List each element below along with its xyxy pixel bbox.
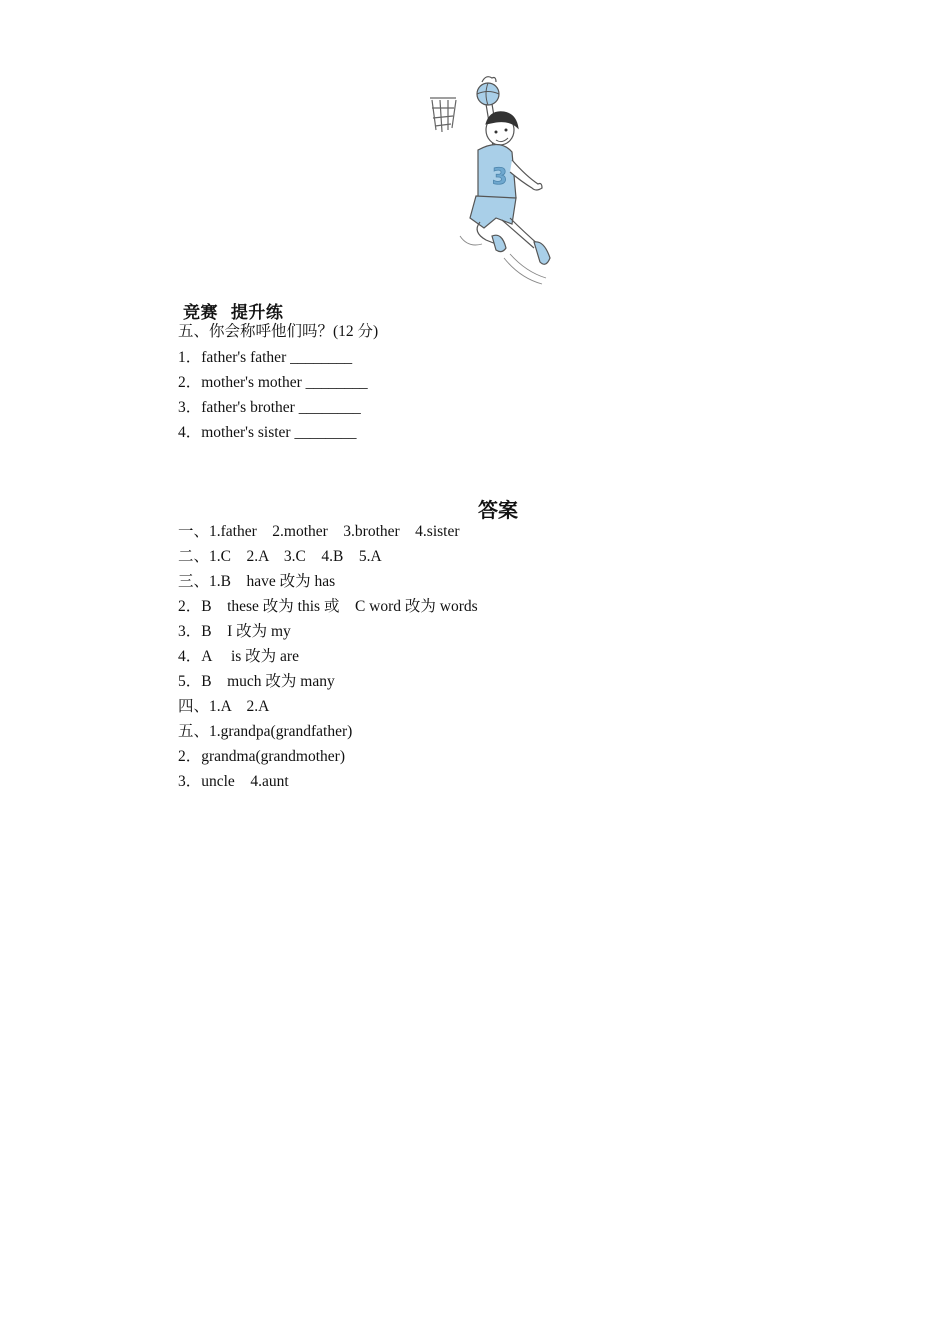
answer-line-6: 4．A is 改为 are (178, 648, 299, 665)
answer-line-5: 3．B I 改为 my (178, 623, 291, 640)
basketball-player-illustration (430, 72, 552, 288)
question-item-3: 3．father's brother ________ (178, 399, 361, 416)
answer-line-1: 一、1.father 2.mother 3.brother 4.sister (178, 523, 460, 540)
question-item-1: 1．father's father ________ (178, 349, 353, 366)
section-heading: 竞赛 提升练 (183, 303, 284, 323)
answer-line-9: 五、1.grandpa(grandfather) (178, 723, 353, 740)
answer-line-11: 3．uncle 4.aunt (178, 773, 289, 790)
answer-line-8: 四、1.A 2.A (178, 698, 270, 715)
answer-line-2: 二、1.C 2.A 3.C 4.B 5.A (178, 548, 382, 565)
answer-line-10: 2．grandma(grandmother) (178, 748, 345, 765)
answers-title: 答案 (478, 498, 518, 522)
player-head (486, 112, 518, 145)
basketball-hoop-icon (430, 98, 456, 132)
answer-line-7: 5．B much 改为 many (178, 673, 335, 690)
question-item-4: 4．mother's sister ________ (178, 424, 357, 441)
answer-line-3: 三、1.B have 改为 has (178, 573, 336, 590)
question-title: 五、你会称呼他们吗？(12 分) (178, 323, 379, 340)
basketball-icon (477, 83, 499, 105)
question-item-2: 2．mother's mother ________ (178, 374, 368, 391)
jersey-number: 3 (492, 165, 508, 190)
player-jersey (478, 144, 516, 202)
answer-line-4: 2．B these 改为 this 或 C word 改为 words (178, 598, 478, 615)
